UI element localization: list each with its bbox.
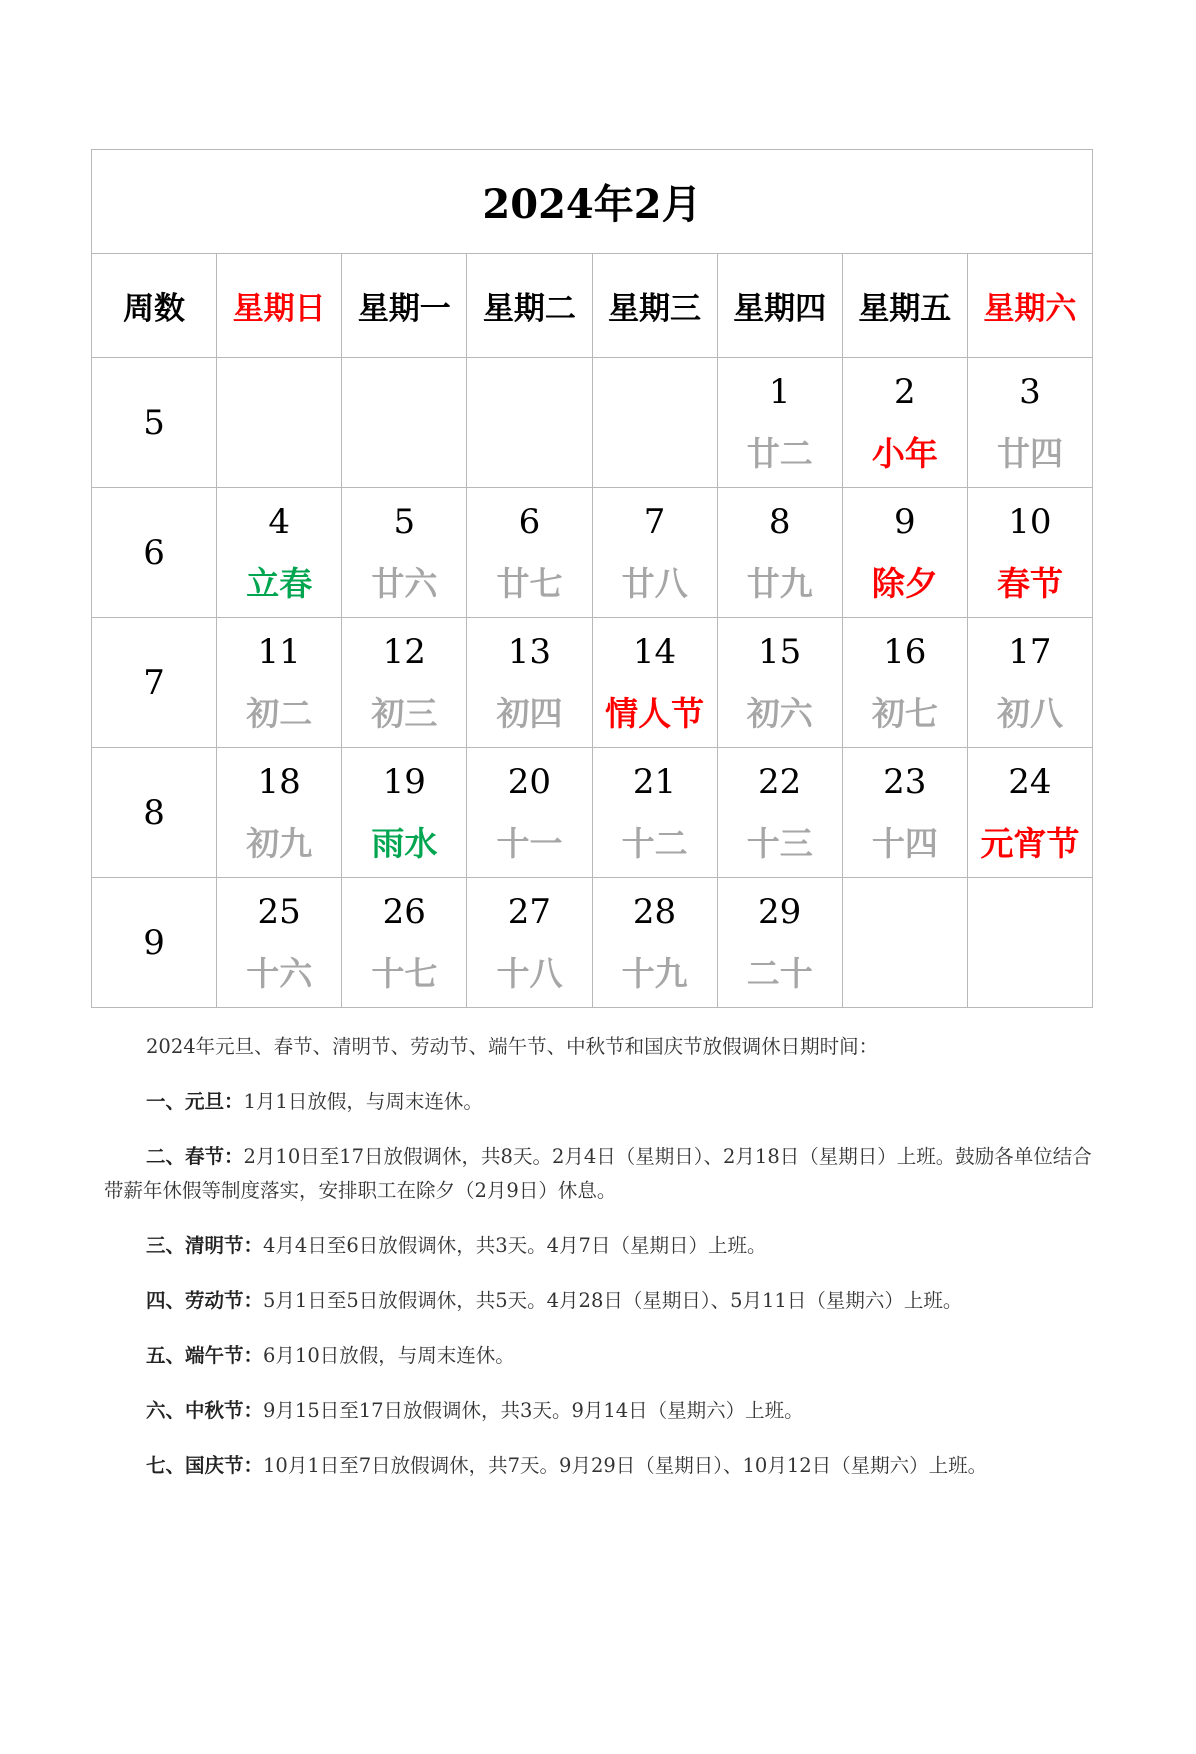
day-cell bbox=[967, 358, 1092, 488]
day-cell bbox=[967, 618, 1092, 748]
week-row bbox=[92, 618, 1093, 748]
week-row bbox=[92, 488, 1093, 618]
day-cell bbox=[717, 748, 842, 878]
holiday-note bbox=[104, 1229, 1094, 1263]
lunar-date: 初七 bbox=[871, 693, 938, 733]
calendar-body bbox=[92, 358, 1093, 1008]
lunar-date: 初八 bbox=[996, 693, 1063, 733]
day-cell bbox=[467, 488, 592, 618]
day-number: 28 bbox=[632, 891, 677, 932]
holiday-note-label: 二、春节： bbox=[146, 1145, 244, 1168]
empty-day-cell bbox=[342, 358, 467, 488]
empty-day-cell bbox=[592, 358, 717, 488]
day-cell bbox=[217, 618, 342, 748]
day-number: 3 bbox=[1019, 371, 1041, 412]
day-cell bbox=[842, 618, 967, 748]
day-cell bbox=[967, 488, 1092, 618]
lunar-date: 初九 bbox=[246, 823, 313, 863]
holiday-note-label: 七、国庆节： bbox=[146, 1454, 264, 1477]
empty-day-cell bbox=[467, 358, 592, 488]
lunar-date: 十一 bbox=[496, 823, 563, 863]
day-cell bbox=[342, 618, 467, 748]
holiday-notes bbox=[104, 1030, 1094, 1504]
day-number: 2 bbox=[893, 371, 916, 412]
header-saturday: 星期六 bbox=[967, 254, 1092, 358]
lunar-date: 立春 bbox=[246, 563, 313, 603]
header-friday: 星期五 bbox=[842, 254, 967, 358]
lunar-date: 十七 bbox=[371, 953, 438, 993]
day-cell bbox=[717, 358, 842, 488]
day-number: 10 bbox=[1008, 501, 1052, 542]
day-number: 27 bbox=[507, 891, 552, 932]
holiday-note bbox=[104, 1140, 1094, 1208]
day-number: 16 bbox=[883, 631, 927, 672]
day-number: 22 bbox=[758, 761, 802, 802]
empty-day-cell bbox=[217, 358, 342, 488]
holiday-note-label: 五、端午节： bbox=[146, 1344, 264, 1367]
day-cell bbox=[217, 748, 342, 878]
lunar-date: 十六 bbox=[246, 953, 313, 993]
day-cell bbox=[717, 878, 842, 1008]
lunar-date: 十二 bbox=[621, 823, 688, 863]
lunar-date: 廿七 bbox=[496, 563, 563, 603]
holiday-note-text: 2月10日至17日放假调休，共8天。2月4日（星期日）、2月18日（星期日）上班。鼓励各单位结合带薪年休假等制度落实，安排职工在除夕（2月9日）休息。 bbox=[104, 1145, 1092, 1202]
day-number: 7 bbox=[643, 501, 666, 542]
lunar-date: 十八 bbox=[496, 953, 563, 993]
lunar-date: 春节 bbox=[996, 563, 1063, 603]
holiday-note-label: 六、中秋节： bbox=[146, 1399, 264, 1422]
day-cell bbox=[467, 878, 592, 1008]
day-number: 17 bbox=[1008, 631, 1052, 672]
day-cell bbox=[592, 748, 717, 878]
lunar-date: 十九 bbox=[621, 953, 688, 993]
week-row bbox=[92, 748, 1093, 878]
holiday-note-label: 四、劳动节： bbox=[146, 1289, 264, 1312]
empty-day-cell bbox=[967, 878, 1092, 1008]
header-tuesday: 星期二 bbox=[467, 254, 592, 358]
header-sunday: 星期日 bbox=[217, 254, 342, 358]
lunar-date: 除夕 bbox=[871, 563, 938, 603]
day-cell bbox=[342, 878, 467, 1008]
lunar-date: 廿六 bbox=[371, 563, 438, 603]
holiday-note bbox=[104, 1085, 1094, 1119]
day-cell bbox=[342, 488, 467, 618]
holiday-note-text: 4月4日至6日放假调休，共3天。4月7日（星期日）上班。 bbox=[263, 1234, 767, 1257]
holiday-note bbox=[104, 1339, 1094, 1373]
lunar-date: 廿四 bbox=[996, 433, 1063, 473]
empty-day-cell bbox=[842, 878, 967, 1008]
day-cell bbox=[467, 618, 592, 748]
day-number: 14 bbox=[632, 631, 677, 672]
day-number: 11 bbox=[257, 631, 301, 672]
lunar-date: 情人节 bbox=[605, 693, 705, 733]
week-number: 6 bbox=[92, 488, 217, 618]
day-cell bbox=[717, 618, 842, 748]
holiday-note bbox=[104, 1449, 1094, 1483]
week-number-header: 周数 bbox=[92, 254, 217, 358]
holiday-note-label: 一、元旦： bbox=[146, 1090, 244, 1113]
day-number: 24 bbox=[1008, 761, 1052, 802]
day-number: 15 bbox=[758, 631, 802, 672]
day-cell bbox=[342, 748, 467, 878]
header-monday: 星期一 bbox=[342, 254, 467, 358]
day-cell bbox=[217, 488, 342, 618]
day-cell bbox=[217, 878, 342, 1008]
day-cell bbox=[842, 748, 967, 878]
week-number: 7 bbox=[92, 618, 217, 748]
day-number: 20 bbox=[507, 761, 552, 802]
lunar-date: 廿八 bbox=[621, 563, 688, 603]
day-cell bbox=[717, 488, 842, 618]
lunar-date: 十四 bbox=[871, 823, 938, 863]
calendar-title: 2024年2月 bbox=[92, 150, 1093, 254]
day-cell bbox=[592, 488, 717, 618]
week-number: 5 bbox=[92, 358, 217, 488]
week-row bbox=[92, 878, 1093, 1008]
lunar-date: 初三 bbox=[371, 693, 438, 733]
holiday-note-text: 1月1日放假，与周末连休。 bbox=[243, 1090, 483, 1113]
day-number: 5 bbox=[393, 501, 416, 542]
week-row bbox=[92, 358, 1093, 488]
day-number: 19 bbox=[382, 761, 426, 802]
day-number: 1 bbox=[768, 371, 791, 412]
lunar-date: 二十 bbox=[746, 953, 813, 993]
lunar-date: 十三 bbox=[746, 823, 813, 863]
day-number: 6 bbox=[518, 501, 541, 542]
notes-intro: 2024年元旦、春节、清明节、劳动节、端午节、中秋节和国庆节放假调休日期时间： bbox=[146, 1035, 879, 1058]
day-cell bbox=[592, 878, 717, 1008]
day-number: 8 bbox=[768, 501, 791, 542]
day-number: 26 bbox=[382, 891, 426, 932]
lunar-date: 廿九 bbox=[746, 563, 813, 603]
day-cell bbox=[967, 748, 1092, 878]
day-number: 21 bbox=[632, 761, 677, 802]
week-number: 8 bbox=[92, 748, 217, 878]
weekday-header-row bbox=[92, 254, 1093, 358]
day-number: 4 bbox=[268, 501, 290, 542]
holiday-note-text: 6月10日放假，与周末连休。 bbox=[263, 1344, 515, 1367]
holiday-note-text: 9月15日至17日放假调休，共3天。9月14日（星期六）上班。 bbox=[263, 1399, 804, 1422]
calendar-title-row bbox=[92, 150, 1093, 254]
holiday-note-text: 5月1日至5日放假调休，共5天。4月28日（星期日）、5月11日（星期六）上班。 bbox=[263, 1289, 963, 1312]
day-cell bbox=[842, 488, 967, 618]
week-number: 9 bbox=[92, 878, 217, 1008]
calendar-table bbox=[91, 149, 1093, 1008]
lunar-date: 廿二 bbox=[746, 433, 813, 473]
notes-list bbox=[104, 1085, 1094, 1483]
lunar-date: 初四 bbox=[496, 693, 563, 733]
day-number: 12 bbox=[382, 631, 426, 672]
day-number: 9 bbox=[893, 501, 916, 542]
lunar-date: 初二 bbox=[246, 693, 313, 733]
holiday-note-text: 10月1日至7日放假调休，共7天。9月29日（星期日）、10月12日（星期六）上班。 bbox=[263, 1454, 988, 1477]
day-cell bbox=[592, 618, 717, 748]
lunar-date: 元宵节 bbox=[980, 823, 1080, 863]
day-number: 18 bbox=[257, 761, 301, 802]
header-thursday: 星期四 bbox=[717, 254, 842, 358]
lunar-date: 雨水 bbox=[371, 823, 438, 863]
lunar-date: 初六 bbox=[746, 693, 813, 733]
lunar-date: 小年 bbox=[871, 433, 938, 473]
day-number: 25 bbox=[257, 891, 301, 932]
header-wednesday: 星期三 bbox=[592, 254, 717, 358]
day-cell bbox=[842, 358, 967, 488]
holiday-note bbox=[104, 1394, 1094, 1428]
holiday-note bbox=[104, 1284, 1094, 1318]
holiday-note-label: 三、清明节： bbox=[146, 1234, 264, 1257]
day-cell bbox=[467, 748, 592, 878]
day-number: 13 bbox=[507, 631, 552, 672]
day-number: 23 bbox=[883, 761, 927, 802]
day-number: 29 bbox=[758, 891, 802, 932]
